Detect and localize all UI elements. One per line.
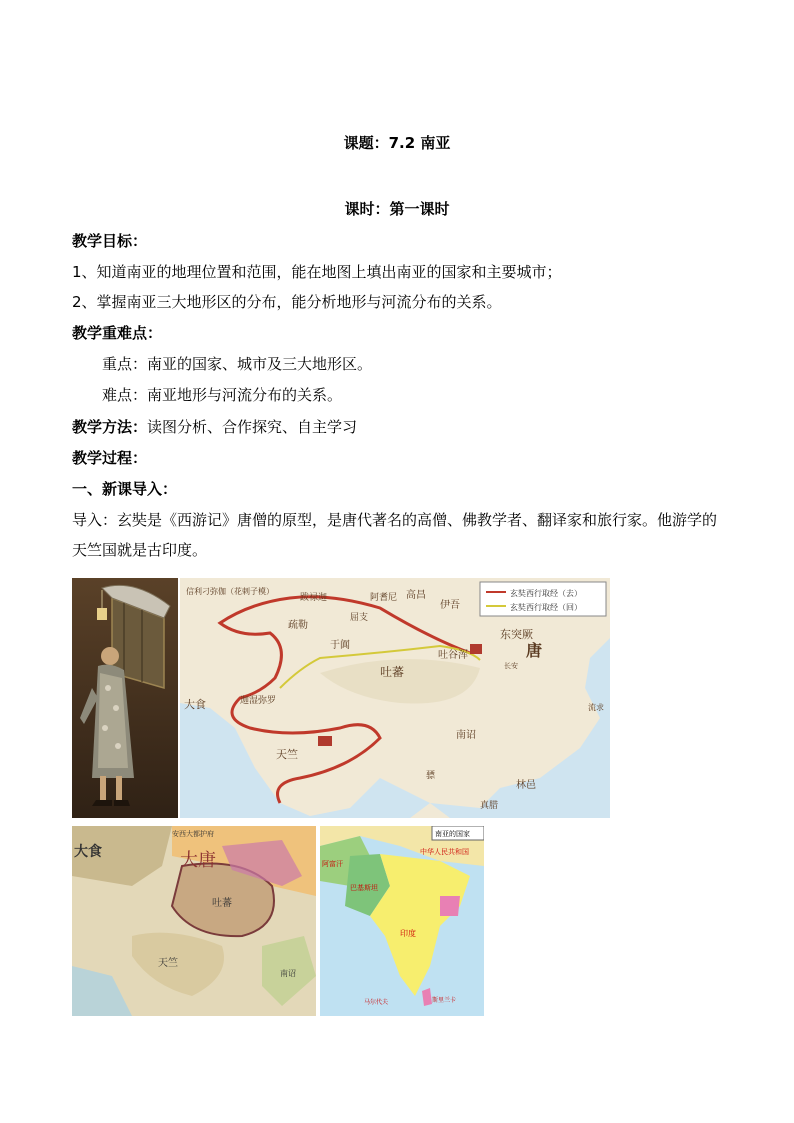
- xuanzang-portrait: [72, 578, 178, 818]
- process-heading: 教学过程：: [72, 449, 148, 467]
- label-yiwu: 伊吾: [440, 600, 460, 611]
- method-label: 教学方法：: [72, 418, 148, 436]
- legend-go: 玄奘西行取经（去）: [510, 589, 582, 598]
- legend-back: 玄奘西行取经（回）: [510, 603, 582, 612]
- label-dashi: 大食: [184, 698, 206, 711]
- tang-label: 大唐: [180, 850, 216, 871]
- goal-2: 2、掌握南亚三大地形区的分布，能分析地形与河流分布的关系。: [72, 293, 502, 311]
- label-piaoguo: 骠: [426, 771, 436, 781]
- maldives-label: 马尔代夫: [364, 999, 389, 1006]
- goals-heading: 教学目标：: [72, 232, 148, 250]
- label-gaochang: 高昌: [406, 590, 426, 601]
- label-tubo: 吐蕃: [380, 665, 405, 679]
- label-khotan: 于阗: [330, 640, 350, 651]
- key-heading: 教学重难点：: [72, 324, 163, 342]
- intro-paragraph: 导入：玄奘是《西游记》唐僧的原型，是唐代著名的高僧、佛教学者、翻译家和旅行家。他游学的天竺国就是古印度。: [72, 511, 718, 559]
- tianzhu-label: 天竺: [158, 958, 178, 969]
- afghanistan-label: 阿富汗: [322, 860, 343, 868]
- section-1-heading: 一、新课导入：: [72, 480, 178, 498]
- label-linyi: 林邑: [516, 780, 536, 791]
- label-shule: 疏勒: [288, 620, 308, 631]
- india-label: 印度: [400, 929, 416, 938]
- key-point: 重点：南亚的国家、城市及三大地形区。: [102, 355, 373, 373]
- method-text: 读图分析、合作探究、自主学习: [147, 418, 358, 436]
- difficult-point: 难点：南亚地形与河流分布的关系。: [102, 386, 343, 404]
- lesson-title: 课题：7.2 南亚: [343, 134, 451, 152]
- label-changan: 长安: [504, 662, 518, 670]
- label-tuyuhun: 吐谷浑: [438, 650, 468, 661]
- label-dongtujue: 东突厥: [500, 628, 533, 641]
- label-kashmir: 迦湿弥罗: [240, 696, 277, 706]
- nanzhao-label: 南诏: [280, 969, 296, 978]
- label-liuqiu: 流求: [588, 703, 604, 712]
- south-asia-title: 南亚的国家: [435, 830, 470, 838]
- china-label: 中华人民共和国: [420, 848, 469, 856]
- label-bulujia: 跋禄迦: [300, 593, 328, 603]
- srilanka-label: 斯里兰卡: [432, 997, 457, 1004]
- lesson-period: 课时：第一课时: [344, 200, 450, 218]
- method-line: [72, 417, 722, 437]
- anxi-label: 安西大都护府: [172, 830, 214, 838]
- label-tianzhu: 天竺: [276, 748, 298, 761]
- pakistan-label: 巴基斯坦: [350, 884, 378, 892]
- tubo-label: 吐蕃: [212, 898, 232, 909]
- south-asia-countries-map: [320, 826, 484, 1016]
- label-quzhi: 屈支: [350, 613, 369, 623]
- tang-dynasty-map: [72, 826, 316, 1016]
- xuanzang-route-map: [180, 578, 610, 818]
- label-jiebuluo: 信利刁弥伽（花剌子模）: [186, 587, 274, 596]
- label-nanzhao: 南诏: [456, 730, 476, 741]
- label-zhenla: 真腊: [480, 801, 499, 811]
- label-agni: 阿耆尼: [370, 593, 398, 603]
- label-tang: 唐: [526, 641, 543, 660]
- dashi-label: 大食: [74, 844, 102, 860]
- goal-1: 1、知道南亚的地理位置和范围，能在地图上填出南亚的国家和主要城市；: [72, 263, 562, 281]
